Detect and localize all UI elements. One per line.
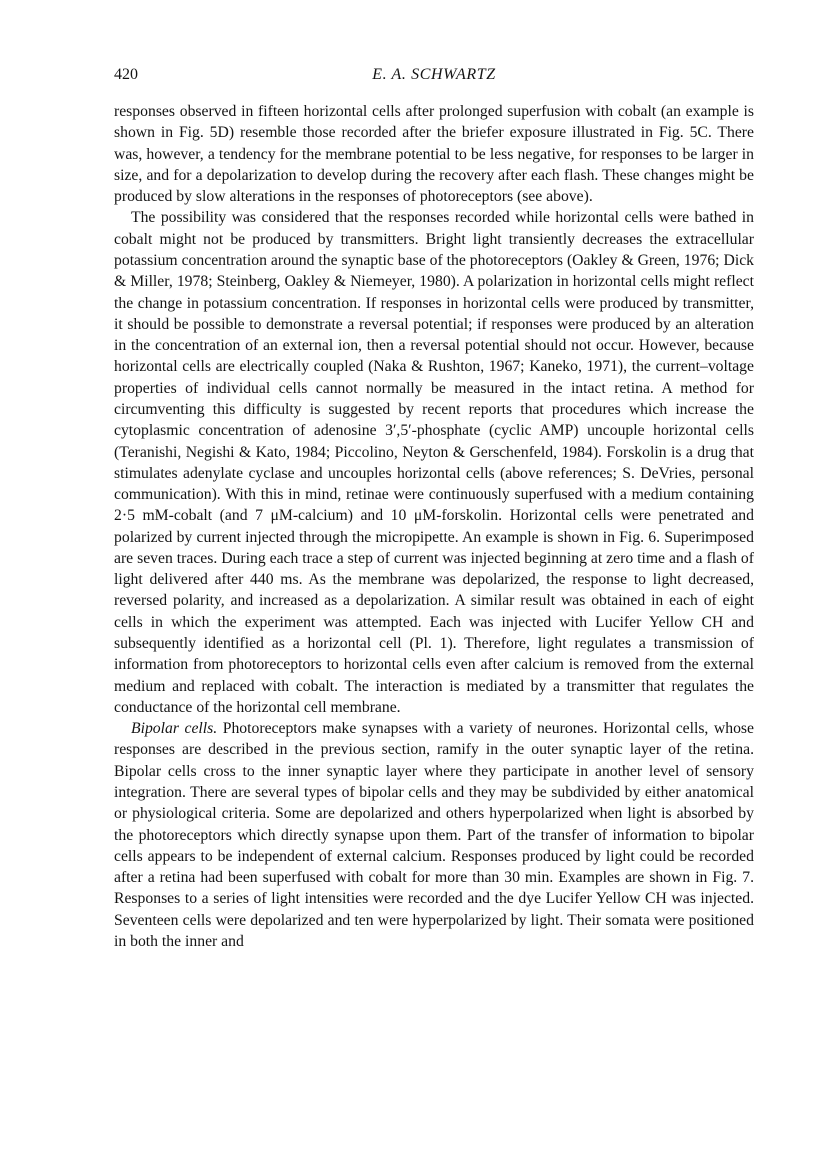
running-head: E. A. SCHWARTZ <box>372 66 496 83</box>
paragraph-bipolar-cells <box>114 718 754 952</box>
page-header <box>114 66 754 92</box>
paragraph-reversal-potential: The possibility was considered that the responses recorded while horizontal cells were bathed in cobalt might not be produced by transmitters. Bright light transiently decreases the extracellular potassium concentration around the synaptic base of the photoreceptors (Oakley & Green, 1976; Dick & Miller, 1978; Steinberg, Oakley & Niemeyer, 1980). A polarization in horizontal cells might reflect the change in potassium concentration. If responses in horizontal cells were produced by transmitter, it should be possible to demonstrate a reversal potential; if responses were produced by an alteration in the concentration of an external ion, then a reversal potential should not occur. However, because horizontal cells are electrically coupled (Naka & Rushton, 1967; Kaneko, 1971), the current–voltage properties of individual cells cannot normally be measured in the intact retina. A method for circumventing this difficulty is suggested by recent reports that procedures which increase the cytoplasmic concentration of adenosine 3′,5′-phosphate (cyclic AMP) uncouple horizontal cells (Teranishi, Negishi & Kato, 1984; Piccolino, Neyton & Gerschenfeld, 1984). Forskolin is a drug that stimulates adenylate cyclase and uncouples horizontal cells (above references; S. DeVries, personal communication). With this in mind, retinae were continuously superfused with a medium containing 2·5 mM-cobalt (and 7 μM-calcium) and 10 μM-forskolin. Horizontal cells were penetrated and polarized by current injected through the micropipette. An example is shown in Fig. 6. Superimposed are seven traces. During each trace a step of current was injected beginning at zero time and a flash of light delivered after 440 ms. As the membrane was depolarized, the response to light decreased, reversed polarity, and increased as a depolarization. A similar result was obtained in each of eight cells in which the experiment was attempted. Each was injected with Lucifer Yellow CH and subsequently identified as a horizontal cell (Pl. 1). Therefore, light regulates a transmission of information from photoreceptors to horizontal cells even after calcium is removed from the external medium and replaced with cobalt. The interaction is mediated by a transmitter that regulates the conductance of the horizontal cell membrane. <box>114 209 754 716</box>
page-number: 420 <box>114 66 138 83</box>
body-text <box>114 101 754 952</box>
paragraph-continued: responses observed in fifteen horizontal cells after prolonged superfusion with cobalt (an example is shown in Fig. 5D) resemble those recorded after the briefer exposure illustrated in Fig. 5C. There was, however, a tendency for the membrane potential to be less negative, for responses to be larger in size, and for a depolarization to develop during the recovery after each flash. These changes might be produced by slow alterations in the responses of photoreceptors (see above). <box>114 103 754 206</box>
section-run-in-heading: Bipolar cells. <box>131 720 218 738</box>
paragraph-bipolar-text: Photoreceptors make synapses with a variety of neurones. Horizontal cells, whose responses are described in the previous section, ramify in the outer synaptic layer of the retina. Bipolar cells cross to the inner synaptic layer where they participate in another level of sensory integration. There are several types of bipolar cells and they may be subdivided by either anatomical or physiological criteria. Some are depolarized and others hyperpolarized when light is absorbed by the photoreceptors which directly synapse upon them. Part of the transfer of information to bipolar cells appears to be independent of external calcium. Responses produced by light could be recorded after a retina had been superfused with cobalt for more than 30 min. Examples are shown in Fig. 7. Responses to a series of light intensities were recorded and the dye Lucifer Yellow CH was injected. Seventeen cells were depolarized and ten were hyperpolarized by light. Their somata were positioned in both the inner and <box>114 720 754 950</box>
